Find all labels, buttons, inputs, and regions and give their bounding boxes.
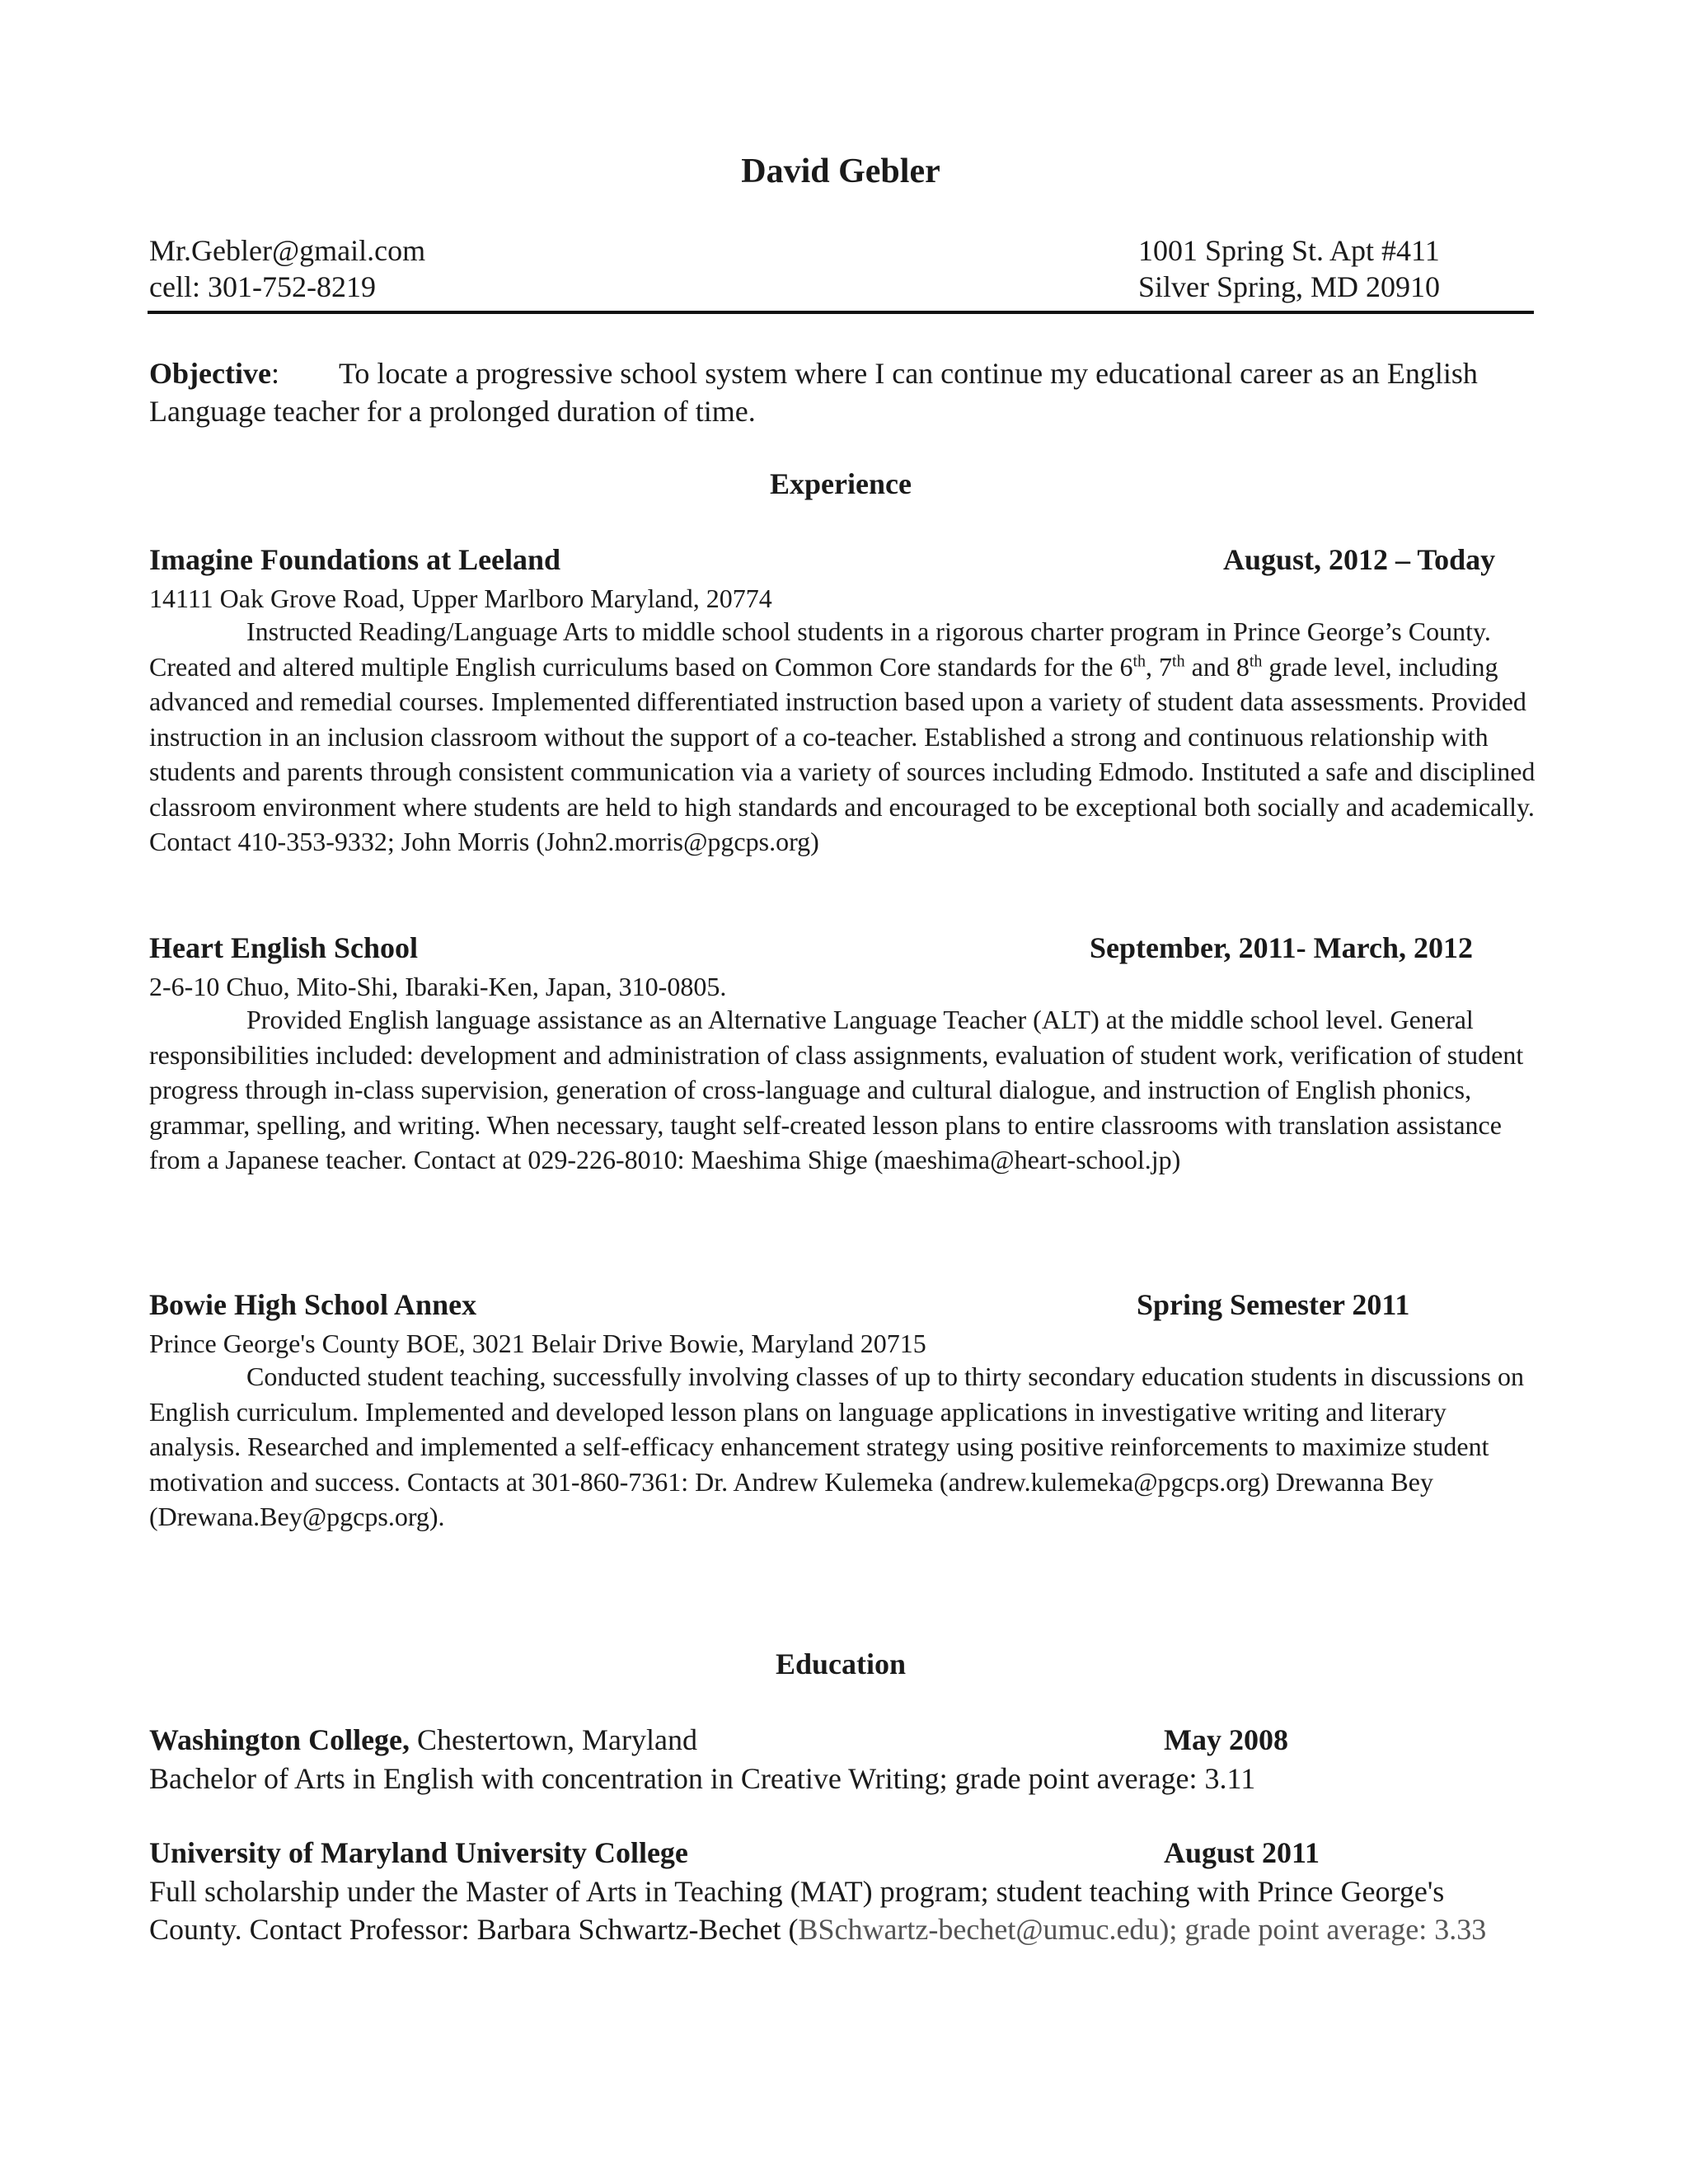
job-description-heart: Provided English language assistance as an Alternative Language Teacher (ALT) at the middle school level. General responsibilities included: development and administration of class assignments, evaluation of student work, verification of student progress through in-class supervision, generation of cross-language and cultural dialogue, and instruction of English phonics, grammar, spelling, and writing. When necessary, taught self-created lesson plans to entire classrooms with translation assistance from a Japanese teacher. Contact at 029-226-8010: Maeshima Shige (maeshima@heart-school.jp) (149, 1005, 1524, 1174)
contact-email: Mr.Gebler@gmail.com (149, 234, 426, 267)
education-school-umuc: University of Maryland University College (149, 1836, 688, 1869)
resume-name: David Gebler (741, 152, 940, 190)
contact-cell: cell: 301-752-8219 (149, 270, 376, 303)
job-address-imagine: 14111 Oak Grove Road, Upper Marlboro Maryland, 20774 (149, 583, 772, 613)
education-heading: Education (775, 1647, 907, 1680)
objective-label: Objective (149, 357, 271, 390)
objective-colon: : (270, 357, 279, 390)
objective-block (149, 354, 1542, 430)
objective-text: To locate a progressive school system where I can continue my educational career as an English Language teacher for a prolonged duration of time. (149, 357, 1478, 428)
education-desc-umuc: Full scholarship under the Master of Arts in Teaching (MAT) program; student teaching with Prince George's County. Contact Professor: Barbara Schwartz-Bechet (BSchwartz-bechet@umuc.edu); grade point average: 3.33 (149, 1875, 1487, 1946)
job-date-imagine: August, 2012 – Today (1223, 543, 1496, 576)
job-title-bowie: Bowie High School Annex (149, 1288, 477, 1321)
experience-heading: Experience (770, 467, 912, 500)
contact-address-line1: 1001 Spring St. Apt #411 (1138, 234, 1440, 267)
education-washington-line (149, 1722, 697, 1757)
job-title-heart: Heart English School (149, 931, 419, 964)
job-description-imagine: Instructed Reading/Language Arts to middle school students in a rigorous charter program in Prince George’s County. Created and altered multiple English curriculums based on Common Core standards for the 6th, 7th and 8th grade level, including advanced and remedial courses. Implemented differentiated instruction based upon a variety of student data assessments. Provided instruction in an inclusion classroom without the support of a co-teacher. Established a strong and continuous relationship with students and parents through consistent communication via a variety of sources including Edmodo. Instituted a safe and disciplined classroom environment where students are held to high standards and encouraged to be exceptional both socially and academically. Contact 410-353-9332; John Morris (John2.morris@pgcps.org) (149, 616, 1536, 856)
education-date-washington: May 2008 (1164, 1723, 1288, 1756)
job-description-bowie: Conducted student teaching, successfully involving classes of up to thirty secondary education students in discussions on English curriculum. Implemented and developed lesson plans on language applications in investigative writing and literary analysis. Researched and implemented a self-efficacy enhancement strategy using positive reinforcements to maximize student motivation and success. Contacts at 301-860-7361: Dr. Andrew Kulemeka (andrew.kulemeka@pgcps.org) Drewanna Bey (Drewana.Bey@pgcps.org). (149, 1361, 1524, 1531)
job-address-bowie: Prince George's County BOE, 3021 Belair Drive Bowie, Maryland 20715 (149, 1329, 926, 1358)
job-title-imagine: Imagine Foundations at Leeland (149, 543, 561, 576)
job-date-heart: September, 2011- March, 2012 (1090, 931, 1473, 964)
education-location-washington: Chestertown, Maryland (410, 1723, 697, 1756)
job-date-bowie: Spring Semester 2011 (1137, 1288, 1410, 1321)
education-desc-washington: Bachelor of Arts in English with concentration in Creative Writing; grade point average: 3.11 (149, 1762, 1256, 1795)
contact-address-line2: Silver Spring, MD 20910 (1138, 270, 1441, 303)
education-school-washington: Washington College, (149, 1723, 410, 1756)
job-address-heart: 2-6-10 Chuo, Mito-Shi, Ibaraki-Ken, Japan, 310-0805. (149, 972, 727, 1001)
header-divider (148, 311, 1534, 314)
education-date-umuc: August 2011 (1164, 1836, 1320, 1869)
